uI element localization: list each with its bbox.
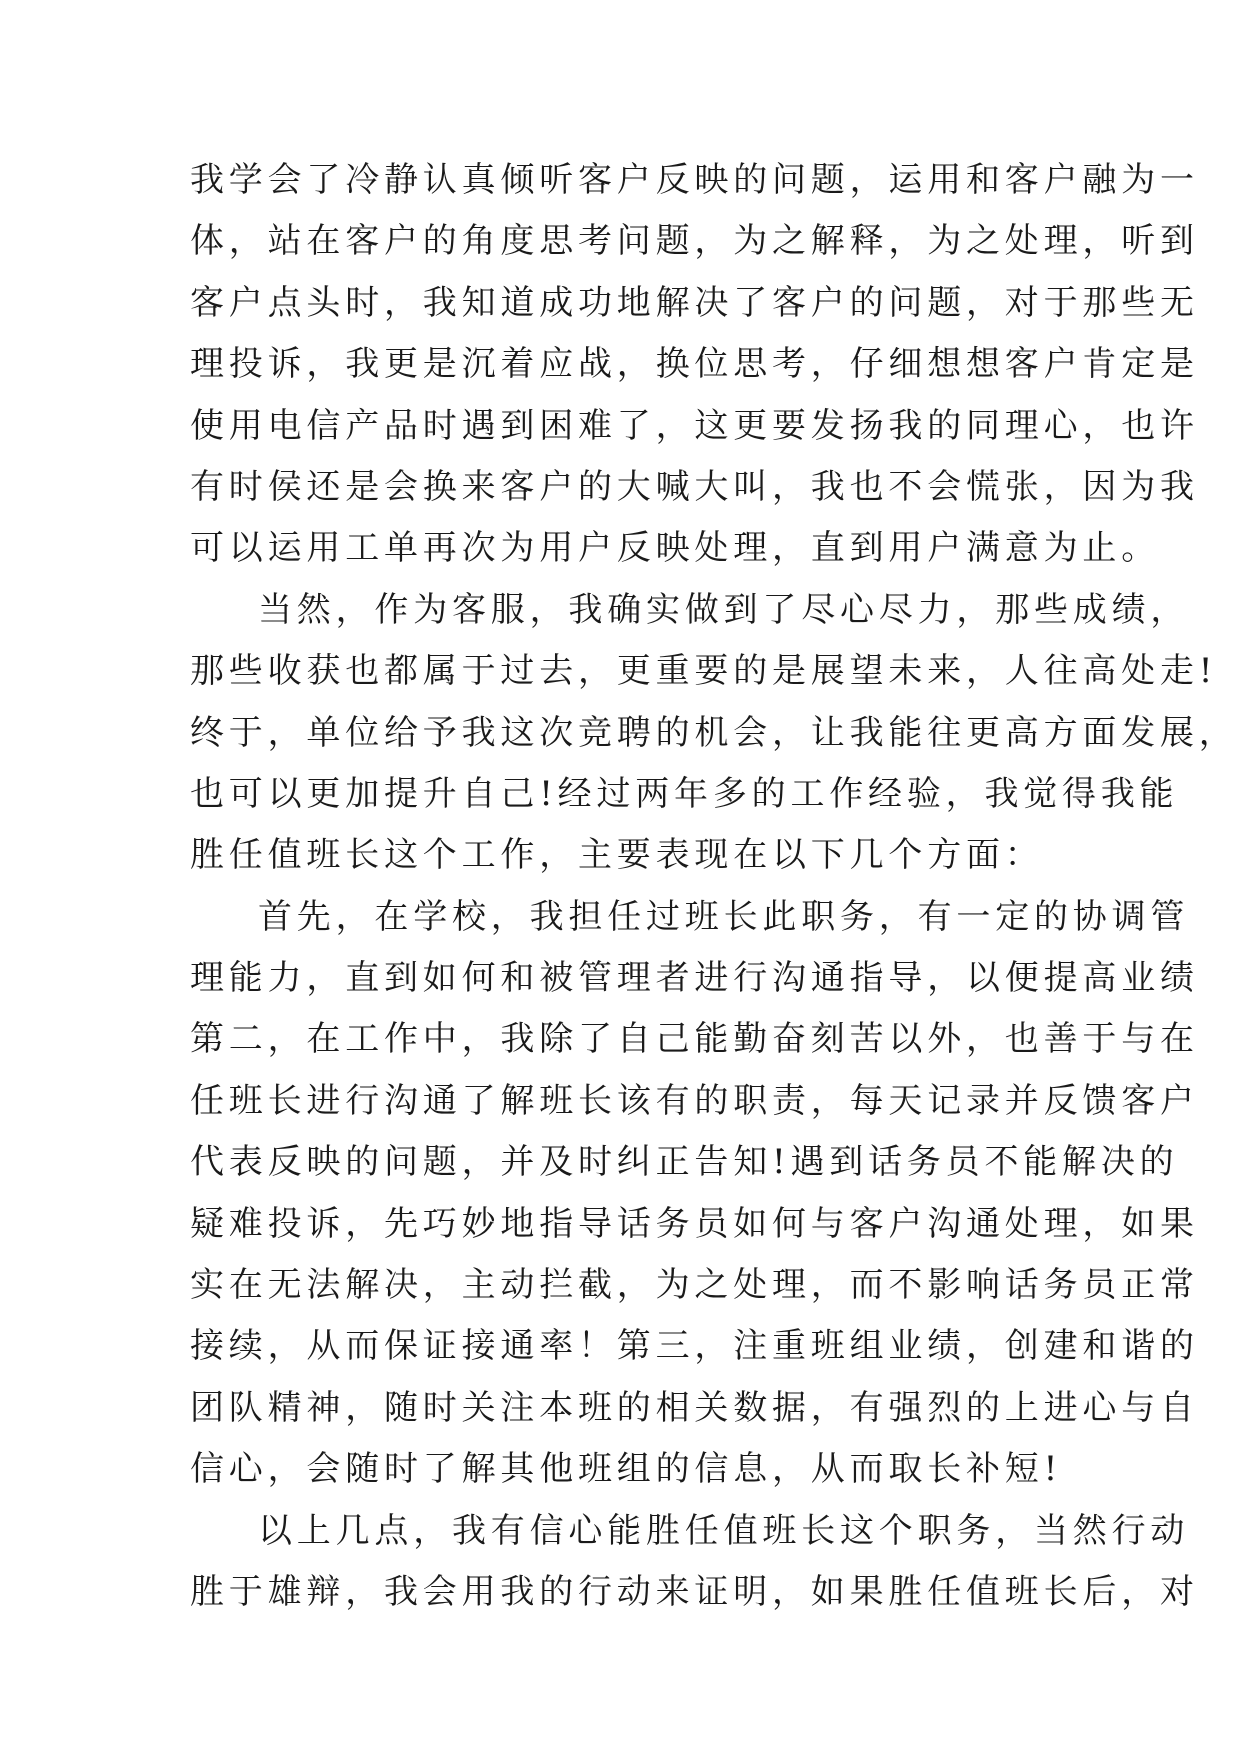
text-line: 使用电信产品时遇到困难了，这更要发扬我的同理心，也许 bbox=[190, 405, 1199, 446]
text-line: 信心，会随时了解其他班组的信息，从而取长补短! bbox=[190, 1449, 1063, 1490]
text-line: 可以运用工单再次为用户反映处理，直到用户满意为止。 bbox=[190, 528, 1160, 569]
text-line: 有时侯还是会换来客户的大喊大叫，我也不会慌张，因为我 bbox=[190, 466, 1199, 507]
text-line: 第二，在工作中，我除了自己能勤奋刻苦以外，也善于与在 bbox=[190, 1019, 1199, 1060]
document-body-text bbox=[190, 150, 1238, 1623]
text-line: 首先，在学校，我担任过班长此职务，有一定的协调管 bbox=[258, 896, 1190, 937]
text-line: 客户点头时，我知道成功地解决了客户的问题，对于那些无 bbox=[190, 282, 1199, 323]
text-line: 代表反映的问题，并及时纠正告知!遇到话务员不能解决的 bbox=[190, 1142, 1179, 1183]
text-line: 终于，单位给予我这次竞聘的机会，让我能往更高方面发展， bbox=[190, 712, 1238, 753]
text-line: 任班长进行沟通了解班长该有的职责，每天记录并反馈客户 bbox=[190, 1080, 1199, 1121]
text-line: 当然，作为客服，我确实做到了尽心尽力，那些成绩， bbox=[258, 589, 1190, 630]
text-line: 体，站在客户的角度思考问题，为之解释，为之处理，听到 bbox=[190, 221, 1199, 262]
text-line: 也可以更加提升自己!经过两年多的工作经验，我觉得我能 bbox=[190, 773, 1179, 814]
text-line: 那些收获也都属于过去，更重要的是展望未来，人往高处走! bbox=[190, 651, 1218, 692]
text-line: 胜于雄辩，我会用我的行动来证明，如果胜任值班长后，对 bbox=[190, 1571, 1199, 1612]
text-line: 接续，从而保证接通率！第三，注重班组业绩，创建和谐的 bbox=[190, 1326, 1199, 1367]
text-line: 实在无法解决，主动拦截，为之处理，而不影响话务员正常 bbox=[190, 1265, 1199, 1306]
text-line: 团队精神，随时关注本班的相关数据，有强烈的上进心与自 bbox=[190, 1387, 1199, 1428]
text-line: 我学会了冷静认真倾听客户反映的问题，运用和客户融为一 bbox=[190, 160, 1199, 200]
text-line: 理能力，直到如何和被管理者进行沟通指导，以便提高业绩 bbox=[190, 958, 1199, 999]
text-line: 疑难投诉，先巧妙地指导话务员如何与客户沟通处理，如果 bbox=[190, 1203, 1199, 1244]
text-line: 胜任值班长这个工作，主要表现在以下几个方面： bbox=[190, 835, 1044, 876]
text-line: 理投诉，我更是沉着应战，换位思考，仔细想想客户肯定是 bbox=[190, 344, 1199, 385]
text-line: 以上几点，我有信心能胜任值班长这个职务，当然行动 bbox=[258, 1510, 1190, 1551]
